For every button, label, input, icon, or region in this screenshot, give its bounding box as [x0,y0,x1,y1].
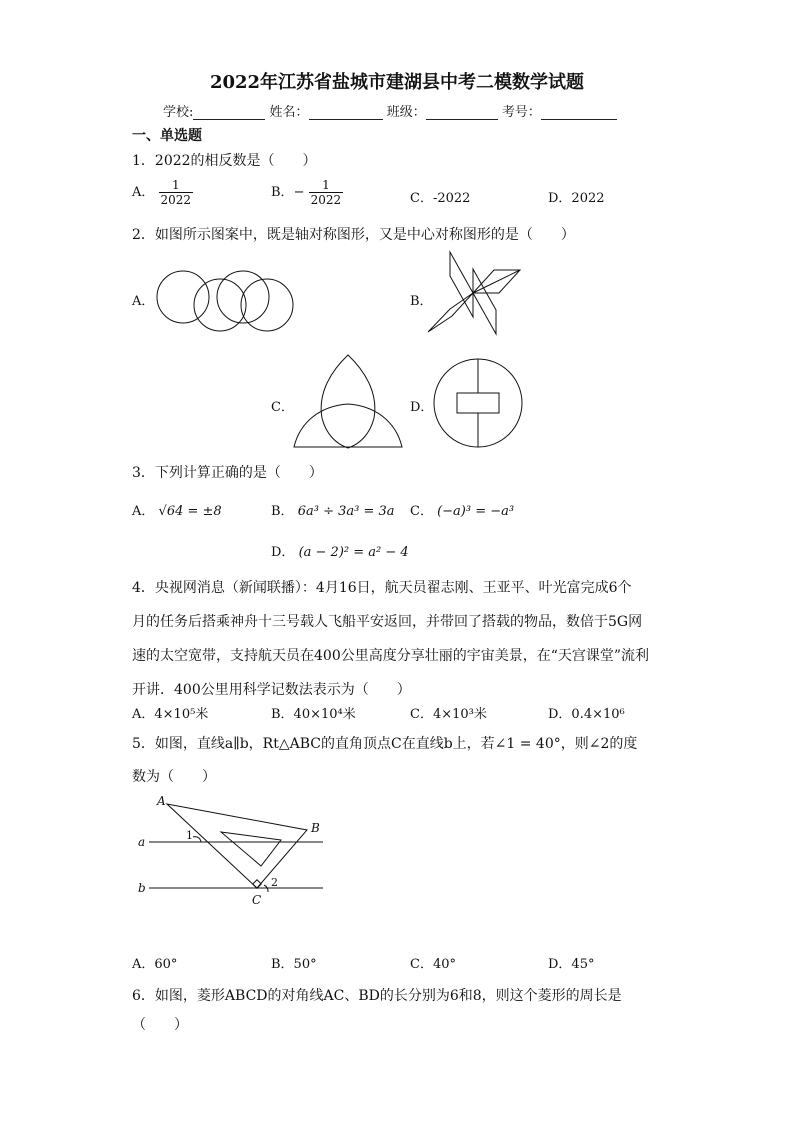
q1-a-numerator: 1 [159,178,194,193]
q1-option-a [132,178,193,207]
q3-stem: 3．下列计算正确的是（ ） [132,465,323,481]
ring-circle [194,279,246,331]
q1-b-fraction [309,178,344,207]
q1-option-b [271,178,343,207]
q3-a-expr: √64 = ±8 [158,504,222,519]
q5-option-d: D．45° [548,957,595,972]
q2-option-c-label: C． [271,400,294,415]
q2-stem: 2．如图所示图案中，既是轴对称图形，又是中心对称图形的是（ ） [132,227,575,243]
inner-triangle [221,832,281,866]
q1-b-sign: − [293,185,305,200]
exam-no-blank [541,106,617,120]
lens-shape [321,355,375,448]
q5-line-1: 5．如图，直线a∥b，Rt△ABC的直角顶点C在直线b上，若∠1 = 40°，则∠2的度 [132,736,638,752]
school-blank [193,106,265,120]
q3-b-label: B． [271,504,294,519]
q2-figure-three-arcs [292,352,404,452]
q6-line-2: （ ） [132,1017,188,1033]
name-blank [309,106,383,120]
q1-b-label: B． [271,185,294,200]
q2-figure-pinwheel [428,248,524,338]
q4-line-3: 速的太空宽带，支持航天员在400公里高度分享壮丽的宇宙美景，在“天宫课堂”流利 [132,648,650,664]
q1-stem: 1．2022的相反数是（ ） [132,153,317,169]
q4-line-2: 月的任务后搭乘神舟十三号载人飞船平安返回，并带回了搭载的物品，数倍于5G网 [132,614,643,630]
label-C: C [252,893,262,907]
pinwheel-blade [450,252,473,317]
q3-b-expr: 6a³ ÷ 3a³ = 3a [297,504,395,519]
q5-option-b: B．50° [271,957,317,972]
q1-a-denominator: 2022 [160,193,192,207]
q4-line-4: 开讲．400公里用科学记数法表示为（ ） [132,682,411,698]
pinwheel-blade [473,269,496,334]
label-line-a: a [138,835,146,849]
q4-line-1: 4．央视网消息（新闻联播）：4月16日，航天员翟志刚、王亚平、叶光富完成6个 [132,580,632,596]
label-angle-2: 2 [271,876,278,889]
q3-c-expr: (−a)³ = −a³ [437,504,515,519]
name-label: 姓名： [269,105,309,120]
q3-option-a [132,500,222,519]
q6-line-1: 6．如图，菱形ABCD的对角线AC、BD的长分别为6和8，则这个菱形的周长是 [132,988,622,1004]
q3-option-d [271,541,409,560]
q1-option-c: C．-2022 [410,191,471,206]
school-label: 学校: [163,105,194,120]
label-A: A [157,794,166,808]
label-line-b: b [138,881,146,895]
q3-d-expr: (a − 2)² = a² − 4 [298,545,409,560]
ring-circle [157,271,209,323]
q3-a-label: A． [132,504,155,519]
q1-b-denominator: 2022 [310,193,342,207]
q2-option-b-label: B． [410,294,433,309]
q1-option-d: D．2022 [548,191,605,206]
label-angle-1: 1 [186,829,193,842]
q4-option-d: D．0.4×10⁶ [548,707,625,722]
section-heading: 一、单选题 [132,128,202,144]
student-info-row [163,101,617,120]
q5-option-a: A．60° [132,957,178,972]
coin-rect [457,393,499,413]
q3-d-label: D． [271,545,295,560]
q4-option-c: C．4×10³米 [410,707,487,722]
label-B: B [311,821,320,835]
q1-b-numerator: 1 [309,178,344,193]
q3-option-c [410,500,514,519]
q5-option-c: C．40° [410,957,456,972]
q5-line-2: 数为（ ） [132,769,216,785]
page-title: 2022年江苏省盐城市建湖县中考二模数学试题 [209,72,585,93]
q2-option-a-label: A． [132,294,155,309]
exam-no-label: 考号： [501,105,541,120]
angle-1-arc [193,837,201,842]
q5-figure-triangle [135,792,335,910]
class-blank [426,106,498,120]
q4-option-b: B．40×10⁴米 [271,707,356,722]
q2-figure-olympic-rings [150,264,302,332]
q4-option-a: A．4×10⁵米 [132,707,209,722]
class-label: 班级： [386,105,426,120]
lens-shape [294,404,402,447]
q2-figure-coin [432,357,524,449]
q1-a-label: A． [132,185,155,200]
q1-a-fraction [159,178,194,207]
q3-option-b [271,500,395,519]
q2-option-d-label: D． [410,400,434,415]
q3-c-label: C． [410,504,433,519]
pinwheel-blade [428,293,473,332]
